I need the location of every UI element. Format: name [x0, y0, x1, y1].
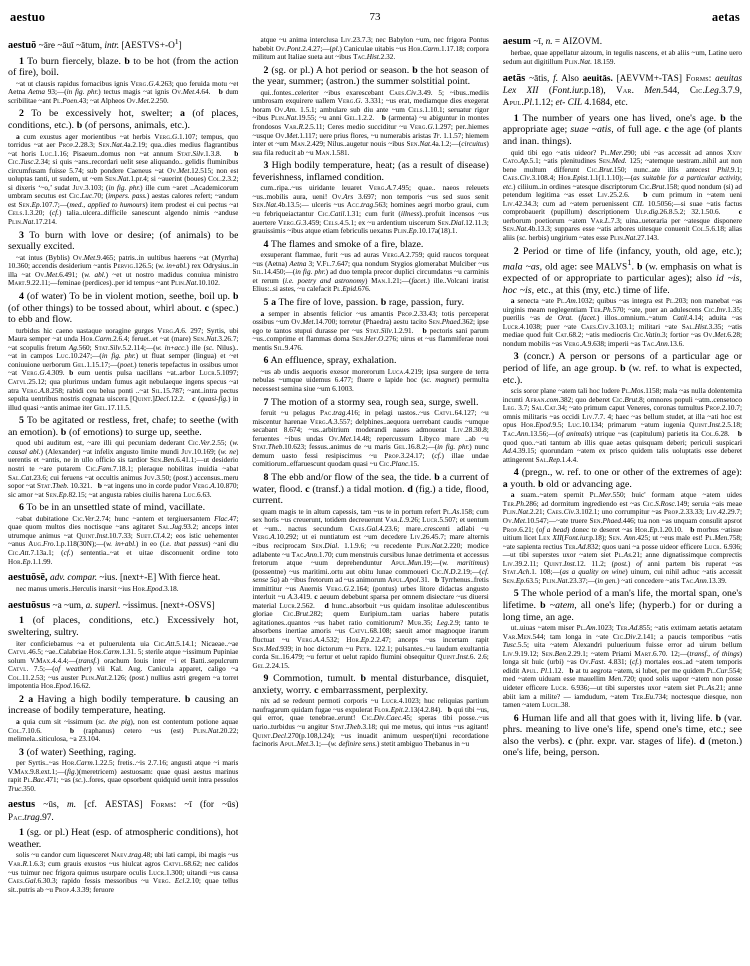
headword: aetās: [502, 72, 526, 84]
dictionary-entry: [8, 572, 238, 594]
text-column-3: [496, 36, 742, 760]
running-head-left: aestuo: [10, 10, 46, 24]
entry-headword-line: aestus ~ūs, m. [cf. AESTAS] Forms: ~ī (for ~ūs) Pac.trag.97.: [8, 799, 239, 823]
citation-block: ~at ut clausis rapidus fornacibus ignis Verg.G.4.263; quo feruida motu ~et Aetna Aetna 93;—(in fig. phr.) tectus magis ~at ignis Ov.Met.4.64. b dum scribilitae ~ant Pl.Poen.43; ~at Alpheos Ov.Met.2.250.: [8, 79, 239, 105]
citation-block: cum..ripa..~us uiridante leuaret Verg.A.7.495; quae.. naeos releuets ~us..mobilis aura, ueni! Ov.Ars 3.697; non temporis ~us sed suos senit Sen.Nat.4b.13.5;— ulceris ~us Acc.trag.563; homines aegri morbo graui, cum ~u febriqueiactantur Cic.Catil.1.31; cum furit (illness)..profuit incensos ~us auertere Verg.G.3.459; Cels.4.5.1; ex ~u ardentium uiscerum Sen.Dial.12.11.3; grauissimis ~ibus atque etiam febriculis uexatus Plin.Ep.10.17a(18).1.: [252, 184, 489, 236]
sense-definition: 1 To burn fiercely, blaze. b to be hot (from the action of fire), boil.: [8, 55, 239, 79]
citation-block: feruit ~u pelagus Pac.trag.416; in pelagi uastos..~us Catvl.64.127; ~u miscentur harenae Verg.A.3.557; delphines..aequora uerrebant caudis ~umque secabant 8.674; ~us..arbitrium moderandi naues admouerat Liv.28.30.8; feruentes ~ibus undas Ov.Met.14.48; repercussum Libyco mare ..ab ~u Stat.Theb.10.623; fessus..animus de ~u maris Gel.16.8.2;—(in fig. phr.) nunc demum uasto fessi resipiscimus ~u Prop.3.24.17; (cf.) illae undae comitiorum..effaruescunt quodam quasi ~u Cic.Planc.15.: [252, 409, 489, 469]
sense-definition: 3 High bodily temperature, heat; (as a result of disease) feverishness, inflamed condition.: [252, 160, 489, 183]
citation-block: ut..uiuas ~atem miser Pl.Am.1023; Ter.Ad.855; ~atis extimam aetatis aetatam Var.Men.544; tam longa in ~ate Cic.Div.2.141; a paucis temporibus ~atis Tusc.5.5; uita ~atem Alexandri pulueriuum fuisse error ad uirum bellum Liv.9.19.12; Sen.Ben.2.29.1; ~atem Priami Mart.6.70. 12;—(transf., of things) longa sit huic (urbi) ~as Ov.Fast. 4.831; (cf.) mortales eos..ad ~atem temporis edidit Apul. Pl.1.12. b at tu aegrota ~atem, si lubet, per me quidem Pl.Cur.554; med ~atem uiduam esse mauellim Men.720; quod solis uapor ~atem non posse uideter efficere Lucr. 6.936;—ut tibi superstes uxor ~atem siet Pl.As.21; anne abiit iam a milite? — iamdudum, ~atem Ter.Eu.734; noctesque diesque, non tamen ~atem Lucil.38.: [502, 624, 742, 710]
dictionary-entry: [8, 799, 238, 894]
text-column-2: [245, 36, 488, 750]
citation-block: nix ad se redeunt permoti corporis ~u Lucr.4.1023; huc reliquias partium naufragarum quidam fugae ~us expulerat Flor.Epit.2.13(4.2.84). b qui tibi ~us, qui error, quae tenebrae..erunt! Cic.Div.Caec.45; speras tibi posse..~us uario..turbidus ~u angitur Stat.Theb.3.18; qui me metus, qui intus ~us agitant! Quint.Decl.270(p.108,l.24); ~us inuadit animum uesper(ti)ni recordatione facinoris Apul.Met.3.1;—(w. definire sens.) stetit ambiguo Thebanus in ~u: [252, 697, 489, 749]
citation-block: exsuperant flammae, furit ~us ad auras Verg.A.2.759; quid raucos torqueat ~us (Aetna) Aetna 3; V.Fl.7.647; qua nondum Stygios glomerabat Mulciber ~us Sil.14.450;—(in fig. phr.) ad duo templa precor duplici circumdatus ~u carminis et rerum (i.e. poetry and astronomy) Man.1.21;—(facet.) ille..Volcani iratist Elius:..si astes, ~u calefacit Pl.Epid.676.: [252, 251, 489, 294]
sense-definition: 5 a The fire of love, passion. b rage, passion, fury.: [263, 297, 465, 308]
sense-definition: 8 The ebb and/or flow of the sea, the tide. b a current of water, flood. c (transf.) a tidal motion. d (fig.) a tide, flood, current.: [252, 471, 489, 507]
citation-block: ~at intus (Byblis) Ov.Met.9.465; patris..in uultibus haerens ~at (Myrrha) 10.360; accendis desiderium ~antis Pervig.126.5; (w. in+abl.) rex Odrysius..in illa ~at Ov.Met.6.491; (w. abl.) ~et ut nostro madidus conuiua ministro Mart.9.22.11;—feminae (perdices)..per id tempus ~ant Plin.Nat.10.102.: [8, 253, 239, 288]
sense-definition: 1 (sg. or pl.) Heat (esp. of atmospheric conditions), hot weather.: [8, 827, 239, 850]
citation-block: iter conficiebamus ~a et puluerulenta uia Cic.Att.5.14.1; Nicaeae..~ae Catvl.46.5; ~ae..Calabriae Hor.Carm.1.31. 5; sterile atque ~issimum Pupiniae solum V.Max.4.4.4;—(transf.) orachum Iouis inter ~i et Batti..sepulcrum Catvl. 7.5;—(of weather) vii Kal. Aug. Canicula apparet, caligo ~a Col.11.2.53; ~us auster Plin.Nat.2.126; (post.) nullius astri gregem ~a torret impotentia Hor.Epod.16.62.: [8, 639, 239, 691]
headword: aestuō: [8, 40, 37, 52]
entry-headword-line: aestuōsus ~a ~um, a. superl. ~issimus. [next+-OSVS]: [8, 600, 215, 611]
sense-definition: 5 The whole period of a man's life, the mortal span, one's lifetime. b ~atem, all one's life; (hyperb.) for or during a long time, an age.: [502, 588, 742, 623]
sense-definition: 6 Human life and all that goes with it, living life. b (var. phrs. meaning to live one's life, spend one's time, etc.; see also the verbs). c (phr. expr. var. stages of life). d (meton.) one's life, being, person.: [502, 712, 742, 759]
text-column-1: [8, 36, 238, 895]
citation-block: quam magis te in altum capessis, tam ~us te in portum refert Pl.As.158; cum sex horis ~us creuerunt, totidem decreuerunt Var.L.9.26; Lucr.5.507; et uentum et ~um.. nactus secundum Caes.Gal.4.23.6; mare..crescenti adlabi ~u Verg.A.10.292; ut ei nuntiatum est ~um decedere Liv.26.45.7; mare alternis ~ibus reciprocam Sen.Dial. 1.1.9.6; ~u recedente Plin.Nat.2.220; modice adlabente ~u Tac.Ann.1.70; cum menstruis cursibus lunae detrimenta et accessus fretorum atque ~uum deprehenduntur Apul.Mun.19;—(w. maritimus) (possentne) ~us maritimi..ortu aut obitu lunae commoueri Cic.N.D.2.19;—(cf. sense 5a) ab ~ibus fretorum ad ~us animorum Apul.Apol.31. b Tyrrhenus..fretis immittitur ~us Auernis Verg.G.2.164; (pontus) urbes litore didactas angusto interluit ~u A.3.419. c aeuum debebunt sparsa per omnem disiectare ~us diuersi material Lucr.2.562. d hunc..absorbuit ~us quidam insolitae adulescentibus gloriae Cic.Brut.282; quem Euripium..tam uarias habere putatis agitationes..quantos ~us habet ratio comitiorum? Mur.35; Leg.2.9; tanto te absorbens inertiae amoris ~us Catvl.68.108; saeuit amor magnoque irarum fluctuat ~u Verg.A.4.532; Hor.Ep.2.2.47; anceps ~us incertam rapit Sen.Med.939; in hoc dictorum ~u Petr. 122.1; pulsantes..~u laudum exultantia corda Sil.16.479; ~u fertur et uelut rapido flumini obsequitur Quint.Inst.6. 2.6; Gel.2.24.15.: [252, 507, 489, 670]
sense-definition: 6 An effluence, spray, exhalation.: [263, 355, 397, 367]
citation-block: per Syrtis..~as Hor.Carm.1.22.5; fretis..~is 2.7.16; angusti atque ~i maris V.Max.9.8.ext.1;—(fig.)(meretricem) aestuosam: quae quasi aestus marinus rapit Pl.Bac.471; ~as (sc.)..fores, quae opsorbent quidquid uenit intra pessulos Truc.350.: [8, 759, 239, 793]
citation-block: solis ~u candor cum liquesceret Naev.trag.48; ubi lati campi, ibi magis ~us Var.R.1.6.3; cum grauis exustos ~us hiulcat agros Catvl.68.62; nec calidos ~us tuimur nec frigora quimus usurpare oculis Lucr.1.300; uitandi ~us causa Caes.Gal.6.30.3; rapido fessis messoribus ~u Verg. Ecl.2.10; quae tellus sit..putris ab ~u Prop.4.3.39; feruore: [8, 851, 239, 894]
sense-definition: 5 To be agitated or restless, fret, chafe; to seethe (with an emotion). b (of emotions) to surge up, seethe.: [8, 415, 239, 438]
sense-definition: 1 The number of years one has lived, one's age. b the appropriate age; suae ~atis, of full age. c the age (of plants and inan. things).: [502, 112, 742, 147]
dictionary-entry: [503, 36, 742, 67]
citation-block: ~us ab undis aequoris exesor morerorum Luca.4.219; ipsa surgere de terra nebulas ~umque uidemus 6.477; fluere e lapide hoc (sc. magnet) permulta necessest semina siue ~um 6.1003.: [252, 367, 489, 394]
citation-block: a senecta ~ate Pl.Am.1032; quibus ~as integra est Pl.203; non manebat ~as uirginis meam neglegentiam Ter.Ph.570; ~ate, puer an adulescens Cic.Inv.1.35; puerilis ~as de Orat. (facet.) illos..omnium..~atum Catil.4.14; aduita ~as Lucr.4.1038; puer ~ate Caes.Civ.3.103.1; militari ~ate Sal.Hist.3.35; ~atis mediae quod fuit Cat.68.2; ~atis mediocris Cic.Vatin.3; fortior ~as Ov.Met.6.28; nondum mobilis ~as Verg.A.9.638; imperii ~as Tac.Ann.13.6.: [502, 296, 742, 348]
sense-definition: 2 To be excessively hot, swelter; a (of places, conditions, etc.). b (of persons, animals, etc.).: [8, 108, 239, 131]
citation-block: a quia cum sit ~issimum (sc. the pig), non est contentum potione aquae Col.7.10.6. b (raphanus) cetero ~us (est) Plin.Nat.20.22; melimela..siticulosa, ~a 23.104.: [8, 717, 239, 744]
headword: aestuōsus: [8, 600, 51, 611]
sense-definition: 4 The flames and smoke of a fire, blaze.: [263, 238, 424, 250]
citation-block: qui..fontes..celeriter ~ibus exarescebant Caes.Civ.3.49. 5; ~ibus..mediis umbrosam exquirere uallem Verg.G. 3.331; ~us erat, mediamque dies exegerat horam Ov.Am. 1.5.1; ambulare sub diu ante ~um Cels.1.10.1; seruatur rigor ~ibus Plin.Nat.19.55; ~u anni Gel.1.2.2. b (armenta) ~u abiguntur in montes frondosos Var.R.2.5.11; Ceres medio succiditur ~u Verg.G.1.297; per..hiemes ~usque Ov.Met.1.117; uere prius flores, ~u numerabis aristas Tr. 1.1.57; hiemem inter et ~um Man.2.429; Nilus..augetur nouis ~ibus Sen.Nat.4a.1.2;—(circuitus) sua fila reducit ab ~u Man.1.581.: [252, 88, 489, 157]
running-head-right: aetas: [711, 10, 740, 24]
sense-definition: 2 a Having a high bodily temperature. b causing an increase of bodily temperature, heating.: [8, 693, 239, 717]
entry-headword-line: aestuō ~āre ~āuī ~ātum, intr. $[AESTVS+-O^1]$: [8, 37, 182, 52]
dictionary-entry: [252, 36, 488, 749]
citation-block: quid tibi ego ~atis uideor? Pl.Mer.290; ubi ~as accessit ad annos Xxiv Cato.Ap.5.1; ~atis plenitudines Sen.Med. 125; ~atemque uestram..nihil aut non bene multum differunt Cic.Brut.150; nunc..ate illis antecest Phil.9.1; Caes.Civ.3.108.4; Hor.Epist.1.1(1.1.10);—(as suitable for a particular activity, etc.) ciliium..in ordines ~atesque discriptorum Cic.Brut.158; quod nondum (si) ad petendum legitima ~as esset Liv.25.2.6. b cum primum in ~atem ueni Liv.42.34.3; cum ad ~atem peruenissent CIL 10.5056;—si suae ~atis factus comprobauerit (pupillum) descriptionem Ulp.dig.26.8.5.2; 32.1.50.6. c uerborum poetiorum ~atem Var.L.7.3; uina..ueteraria per ~atesque disponere Sen.Nat.4b.13.3; suppares esse ~atis arbores uitesque conuenit Col.5.6.18; alias aliis (sc. herbis) ungirium ~ates esse Plin.Nat.27.143.: [502, 148, 742, 242]
sense-definition: 2 (sg. or pl.) A hot period or season. b the hot season of the year, summer; (astron.) the summer solstitial point.: [252, 64, 489, 88]
column-container: [8, 36, 742, 966]
citation-block: a suam..~atem spernit Pl.Mer.550; huic' formam atque ~atem uides Ter.Ph.286; ad dormitum ingrediendo est ~as Cic.S.Rosc.149; seruia ~ais meae Plin.Nat.2.21; Caes.Civ.3.102.1; uno corrumpitur ~as Prop.2.33.33; Liv.42.29.7; Ov.Met.10.547;—~ate truere Sen.Phaed.446; tua non ~as unquam consulit apsrot Prop.6.21; (of a bead) donec te deseret ~as Hor.Ep.1.20.10. b morbus ~atisue uitium licet Lex XII(Font.iur.p.18); Sen. Ann.425; ut ~eus male est! Pl.Men.758; ~ate sapienta rectius Ter.Ad.832; quos uani ~a posse uideor efficere Lucr. 6.936;—ut tibi superstes uxor ~atem siet Pl.As.21; anne dignatissimque comprectis Liv.39.2.11; Quint.Inst.12. 11.2; (post.) of anni partem bis ruperat ~as Stat.Ach.1. 108;—(as a quality on wine) uinum, cui nihil adhuc ~atis accessit Sen.Ep.63.5; Plin.Nat.23.37;—(in gen.) ~ati concedere ~atis Tac.Ann.13.39.: [502, 490, 742, 585]
sense-definition: 6 To be in an unsettled state of mind, vacillate.: [19, 502, 206, 514]
entry-headword-line: aesum ~ī, n. = AIZOVM.: [502, 36, 603, 47]
citation-block: ~abat dubitatione Cic.Ver.2.74; hunc ~antem et tergiuersantem Flac.47; quae quom multos dies noctisque ~ans agitaret Sal.Jug.93.2; anceps inter utrumque animus ~at Quint.Inst.10.7.33; Suet.Cl.4.2; eos istic uehementer ~anus Aug.Fro.1.p.118(30N);—(w. in+abl.) in eo (i.e. that passus) ~ani diu Cic.Att.7.13a.1; (cf.) sententia..~at et uitae disconuenit ordine toto Hor.Ep.1.1.99.: [8, 514, 239, 566]
headword: aestuōsē,: [8, 572, 48, 584]
page-number: 73: [369, 11, 381, 23]
sense-definition: 4 (of water) To be in violent motion, seethe, boil up. b (of other things) to be tossed about, whirl about. c (spec.) to ebb and flow.: [8, 290, 239, 326]
headword: aesum: [502, 36, 532, 47]
dictionary-entry: [503, 73, 742, 760]
citation-block: turbidus hic caeno uastaque uoragine gurges Verg.A.6. 297; Syrtis, ubi Maura semper ~at unda Hor.Carm.2.6.4; feruet..et ~at (mare) Sen.Nat.3.26.7; ~at scopulis fretum Ag.560; Stat.Silv.5.2.114;—(w. in+acc.) ille (sc. Nilus).. ~at in campos Luc.10.247;—(in fig. phr.) ut fluat semper (lingua) et ~et coniuuione uerborum Gel.1.15.17;—(poet.) teneris tepefactus in ossibus umor ~at Verg.G.4.309. b eum uentis pulsa uacillans ~at..arbor Lucr.5.1097; Catvl.25.12; qua plurimus undam fumus agit nebulaeque ingens specus ~at atra Verg.A.8.258; rabidi ceu belua ponti ..~at Sil.15.787; ~ant..intra pectus sepulta uentribus nostris cognata uiscera [Quint.]Decl.12.2. c (quasi-fig.) in illud quasi ~antis animae iter Gel.17.11.5.: [8, 326, 239, 412]
citation-block: herbae, quae appellatur aizoum, in tegulis nascens, et ab aliis ~um, Latine uero sedum aut digitillum Plin.Nat. 18.159.: [502, 49, 742, 66]
sense-definition: 3 (of water) Seething, raging.: [19, 746, 137, 758]
citation-block: nec manus umeris..Herculis inarsit ~ius Hor.Epod.3.18.: [16, 585, 179, 594]
headword: aestus: [8, 799, 36, 811]
citation-block: a semper in absentis felicior ~us amantis Prop.2.33.43; totis perceperat ossibus ~um Ov.Met.14.700; torretur (Phaedra) aestu tacito Sen.Phaed.362; ipse ego te tantos stupui durasse per ~us Stat.Silv.1.2.91. b pectoris sani parum ~us..comprime et flammas doma Sen.Her.O.276; uirus et ~us flammiferae noui mentis Sil.9.476.: [252, 308, 489, 352]
dictionary-entry: [8, 36, 238, 566]
entry-headword-line: aestuōsē, adv. compar. ~ius. [next+-E] With fierce heat.: [8, 572, 221, 584]
sense-definition: 9 Commotion, tumult. b mental disturbance, disquiet, anxiety, worry. c embarrassment, perplexity.: [252, 673, 489, 696]
citation-block: scis soror plane ~atem tali hoc ludere Pl.Mos.1158; mala ~as nulla dolentemita incunti Afran.com.382; quo deberet Cic.Brut.8; omnores populi ~atm..censetoco Leg. 3.7; Sal.Cat.34; ~ato primum caput Veneres, coronas tumultus Prop.2.10.7; omnis militaris ~as occidi Liv.7.7. 4; haec ~as bellum studet, at illa ~ati hoc est opus Hor.Epod.9.5; Luc.10.134; primarum ~atum iugenia Quint.Inst.2.5.18; Tac.Ann.13.56;—(of animals) utrique ~as (capitulum) parietis ita Col.6.28. b quod quo..~ati tantum ab illis quae aetas quisquam deberi; periculi suspicari Ad.4.39.15; quorundam ~atem ex prisco quidem talis uoluptatis esse deberet attingerent Sal.Rep.1.4.4.: [502, 387, 742, 464]
sense-definition: 1 (of places, conditions, etc.) Excessively hot, sweltering, sultry.: [8, 615, 239, 638]
citation-block: atque ~u anima interclusa Liv.23.7.3; nec Babylon ~um, nec frigora Pontus habebit Ov.Pont.2.4.27;—(pl.) Caniculae uitabis ~us Hor.Carm.1.17.18; corpora militum aut Italiae sueta aut ~ibus Tac.Hist.2.32.: [252, 36, 489, 62]
entry-headword-line: aetās ~ātis, f. Also aeuitās. [AEVVM+-TAS] Forms: aeuitas Lex XII (Font.iur.p.18), Var. Men.544, Cic.Leg.3.7.9, Apul.Pl.1.12; et- CIL 4.1684, etc.: [502, 72, 742, 109]
sense-definition: 2 Period or time of life (infancy, youth, old age, etc.); mala ~as, old age: see MALVS$^1$. b (w. emphasis on what is expected of or appropriate to particular ages); also id ~is, hoc ~is, etc., at this (my, etc.) time of life.: [502, 245, 742, 296]
running-head: [8, 10, 742, 32]
sense-definition: 3 (concr.) A person or persons of a particular age or period of life, an age group. b (w. ref. to what is expected, etc.).: [502, 351, 742, 386]
sense-definition: 3 To burn with love or desire; (of animals) to be sexually excited.: [8, 229, 239, 253]
citation-block: a cum exustus ager morientibus ~at herbis Verg.G.1.107; tempus, quo torridus ~at aer Prop.2.28.3; Sen.Nat.4a.2.19; qua..dies medius flagrantibus ~at horis Luc.1.16; Pisaeum..domus non ~at annum Stat.Silv.1.3.8. b Cic.Tusc.2.34; si quis ~ans..recordari uelit sese aliquando.. gelidis fluminibus circumfusam fuisse 5.74; sub pondere Caeneus ~at Ov.Met.12.515; non est uoluptas tanti, ut sudem, ut ~em Sen.Nat.1.pr.4; si ~auerint (boues) Col.2.3.2; si dixeris ‘~o,’ sudat Juv.3.103; (in fig. phr.) ille cum ~aret ..Academicorum umbram secutus est Cic.Luc.70; (impers. pass.) aestas calores refert; ~andum est Sen.Ep.107.7;—(med., applied to humours) item prodest ei cui pectus ~at Cels.1.3.20; (cf.) talia..ulcera..difficile sanescunt algendo nimis ~anduse Plin.Nat.17.214.: [8, 131, 239, 226]
sense-definition: 7 The motion of a stormy sea, rough sea, surge, swell.: [263, 396, 479, 408]
dictionary-entry: [8, 600, 238, 793]
citation-block: quod ubi auditum est, ~are illi qui pecuniam dederant Cic.Ver.2.55; (w. causal abl.) (Alexander) ~at infelix angusto limite mundi Juv.10.169; (w. ne) uerentis et ~antis, ne in ullo officio sis tardior Sen.Ben.6.41.1;—ut desiderio nostri te ~are putarem Cic.Fam.7.18.1; pleraque nobilitas inuidia ~abat Sal.Cat.23.6; cui feruens ~at occultis animus Juv.3.50; (post.) accensus..meru sopor ~at Stat.Theb. 10.321. b ~at ingens uno in corde pudor Verg.A.10.870; sic amor ~at Sen.Ep.82.15; ~at angusta rabies ciuilis harena Luc.6.63.: [8, 439, 239, 499]
sense-definition: 4 (pregn., w. ref. to one or other of the extremes of age): a youth. b old or advancing age.: [502, 467, 742, 490]
